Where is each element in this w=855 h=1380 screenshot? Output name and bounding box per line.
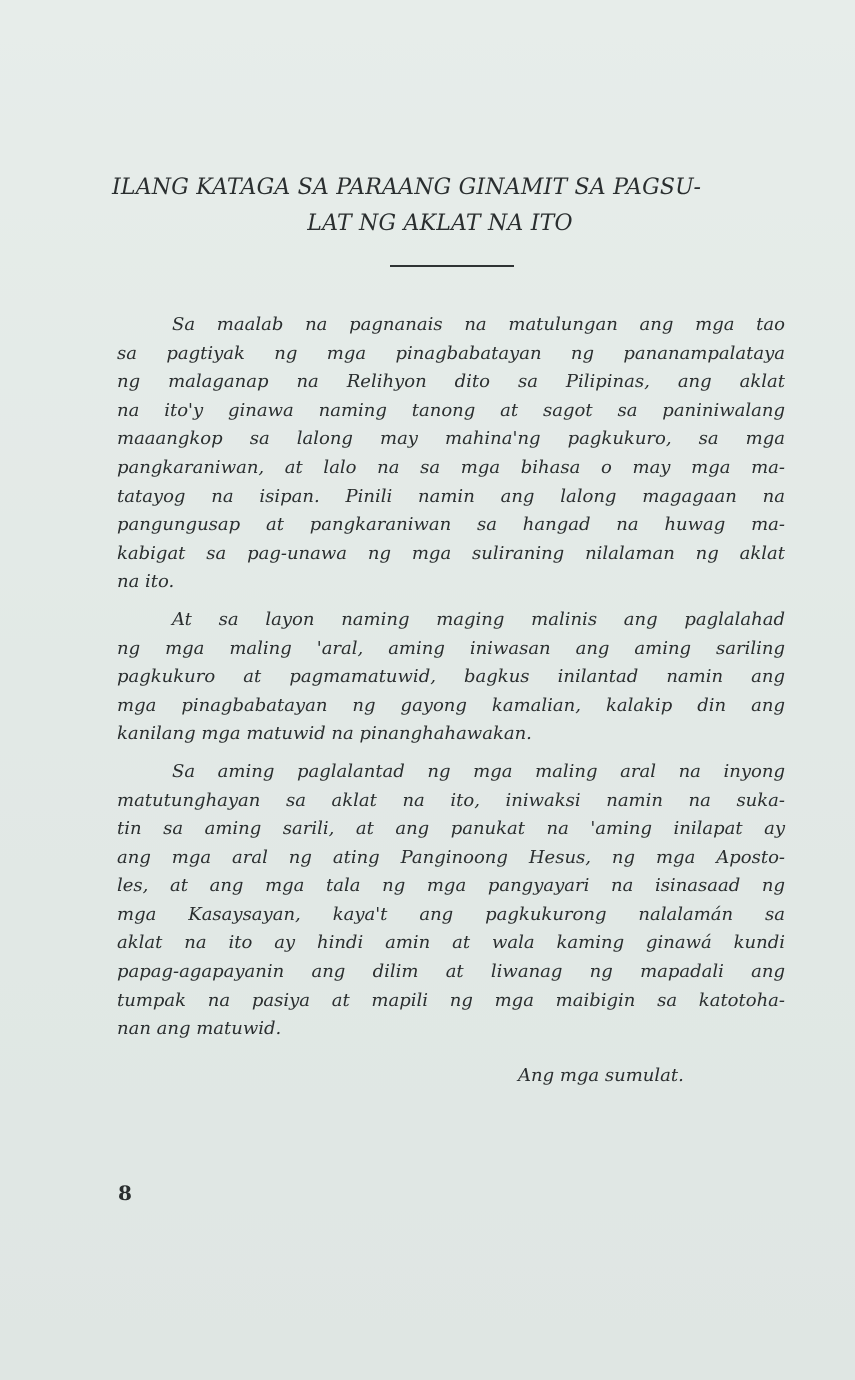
text-line: papag-agapayanin ang dilim at liwanag ng mapadali ang — [117, 961, 785, 983]
text-line: na ito'y ginawa naming tanong at sagot sa paniniwalang — [117, 399, 785, 421]
text-line: kanilang mga matuwid na pinanghahawakan. — [117, 723, 532, 745]
text-line: maaangkop sa lalong may mahina'ng pagkukuro, sa mga — [117, 428, 785, 450]
text-line: nan ang matuwid. — [117, 1018, 282, 1040]
page-title — [112, 170, 792, 242]
text-line: tatayog na isipan. Pinili namin ang lalong magagaan na — [117, 485, 785, 507]
text-line: mga pinagbabatayan ng gayong kamalian, kalakip din ang — [117, 694, 785, 716]
title-line-2: LAT NG AKLAT NA ITO — [307, 211, 573, 236]
paragraph-3 — [117, 758, 785, 1044]
text-line: matutunghayan sa aklat na ito, iniwaksi namin na suka- — [117, 789, 785, 811]
text-line: tumpak na pasiya at mapili ng mga maibigin sa katotoha- — [117, 989, 785, 1011]
text-line: aklat na ito ay hindi amin at wala kaming ginawá kundi — [117, 932, 785, 954]
signature: Ang mga sumulat. — [518, 1065, 684, 1086]
paragraph-2 — [117, 606, 785, 749]
body-text — [117, 311, 785, 1053]
page-number: 8 — [118, 1181, 132, 1205]
text-line: kabigat sa pag-unawa ng mga suliraning nilalaman ng aklat — [117, 542, 785, 564]
title-divider — [390, 265, 514, 267]
text-line: pangungusap at pangkaraniwan sa hangad na huwag ma- — [117, 514, 785, 536]
text-line: ng mga maling 'aral, aming iniwasan ang aming sariling — [117, 637, 785, 659]
text-line: ang mga aral ng ating Panginoong Hesus, ng mga Aposto- — [117, 846, 785, 868]
text-line: pangkaraniwan, at lalo na sa mga bihasa o may mga ma- — [117, 456, 785, 478]
text-line: les, at ang mga tala ng mga pangyayari na isinasaad ng — [117, 875, 785, 897]
text-line: Sa aming paglalantad ng mga maling aral na inyong — [172, 760, 785, 782]
text-line: mga Kasaysayan, kaya't ang pagkukurong nalalamán sa — [117, 903, 785, 925]
text-line: pagkukuro at pagmamatuwid, bagkus inilantad namin ang — [117, 666, 785, 688]
text-line: sa pagtiyak ng mga pinagbabatayan ng pananampalataya — [117, 342, 785, 364]
paragraph-1 — [117, 311, 785, 597]
text-line: At sa layon naming maging malinis ang paglalahad — [172, 608, 785, 630]
title-line-1: ILANG KATAGA SA PARAANG GINAMIT SA PAGSU- — [112, 175, 702, 200]
text-line: ng malaganap na Relihyon dito sa Pilipinas, ang aklat — [117, 371, 785, 393]
text-line: na ito. — [117, 571, 175, 593]
text-line: Sa maalab na pagnanais na matulungan ang mga tao — [172, 314, 785, 335]
text-line: tin sa aming sarili, at ang panukat na 'aming inilapat ay — [117, 818, 785, 840]
